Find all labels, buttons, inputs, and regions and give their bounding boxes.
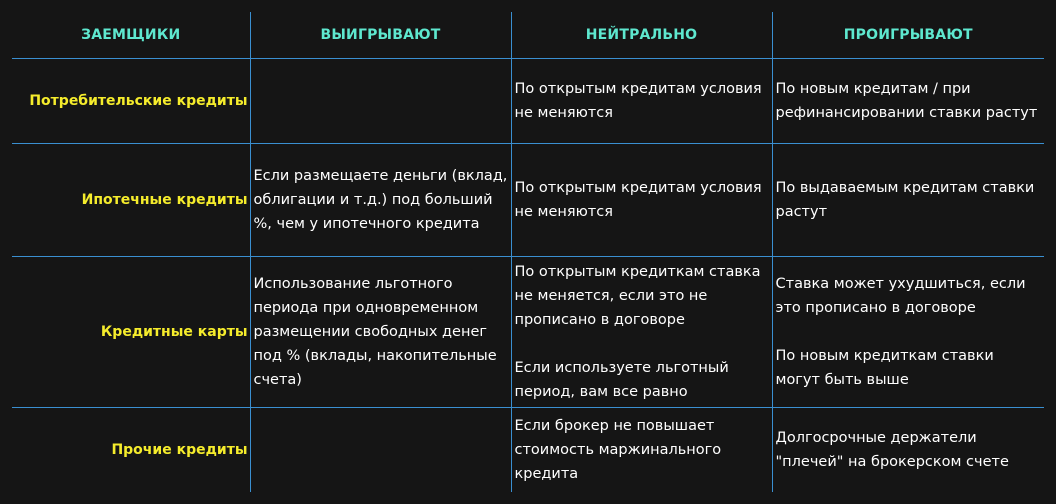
table-row-mortgage-loans (12, 144, 1044, 257)
table-row-consumer-loans (12, 59, 1044, 144)
comparison-table (12, 12, 1044, 492)
cell-neutral (511, 257, 772, 408)
header-neutral: НЕЙТРАЛЬНО (511, 12, 772, 59)
header-borrowers: ЗАЕМЩИКИ (81, 27, 181, 43)
table-row-other-loans (12, 408, 1044, 493)
cell-lose (772, 408, 1044, 493)
row-label-credit-cards: Кредитные карты (12, 257, 250, 408)
row-label-other-loans: Прочие кредиты (12, 408, 250, 493)
header-win: ВЫИГРЫВАЮТ (250, 12, 511, 59)
cell-lose (772, 59, 1044, 144)
cell-text: По выдаваемым кредитам ставки растут (775, 180, 1035, 220)
cell-text: Долгосрочные держатели "плечей" на брокерском счете (775, 430, 1009, 470)
cell-text: По открытым кредитам условия не меняются (514, 81, 762, 121)
cell-lose (772, 144, 1044, 257)
cell-win (250, 59, 511, 144)
header-row (12, 12, 1044, 59)
cell-win: Использование льготного периода при одновременном размещении свободных денег под % (вклады, накопительные счета) (250, 257, 511, 408)
cell-win: Если размещаете деньги (вклад, облигации и т.д.) под больший %, чем у ипотечного кредита (250, 144, 511, 257)
cell-text: Ставка может ухудшиться, если это прописано в договоре (775, 276, 1026, 316)
cell-text: Если брокер не повышает стоимость маржинального кредита (514, 418, 722, 482)
header-lose: ПРОИГРЫВАЮТ (772, 12, 1044, 59)
cell-neutral (511, 144, 772, 257)
cell-neutral (511, 59, 772, 144)
cell-win (250, 408, 511, 493)
cell-neutral (511, 408, 772, 493)
table-row-credit-cards (12, 257, 1044, 408)
cell-text: По новым кредиткам ставки могут быть выше (775, 348, 994, 388)
row-label-mortgage-loans: Ипотечные кредиты (12, 144, 250, 257)
cell-text: По новым кредитам / при рефинансировании ставки растут (775, 81, 1038, 121)
cell-text: Если используете льготный период, вам все равно (514, 360, 729, 400)
cell-text: По открытым кредитам условия не меняются (514, 180, 762, 220)
cell-lose (772, 257, 1044, 408)
row-label-consumer-loans: Потребительские кредиты (12, 59, 250, 144)
cell-text: По открытым кредиткам ставка не меняется, если это не прописано в договоре (514, 264, 761, 328)
